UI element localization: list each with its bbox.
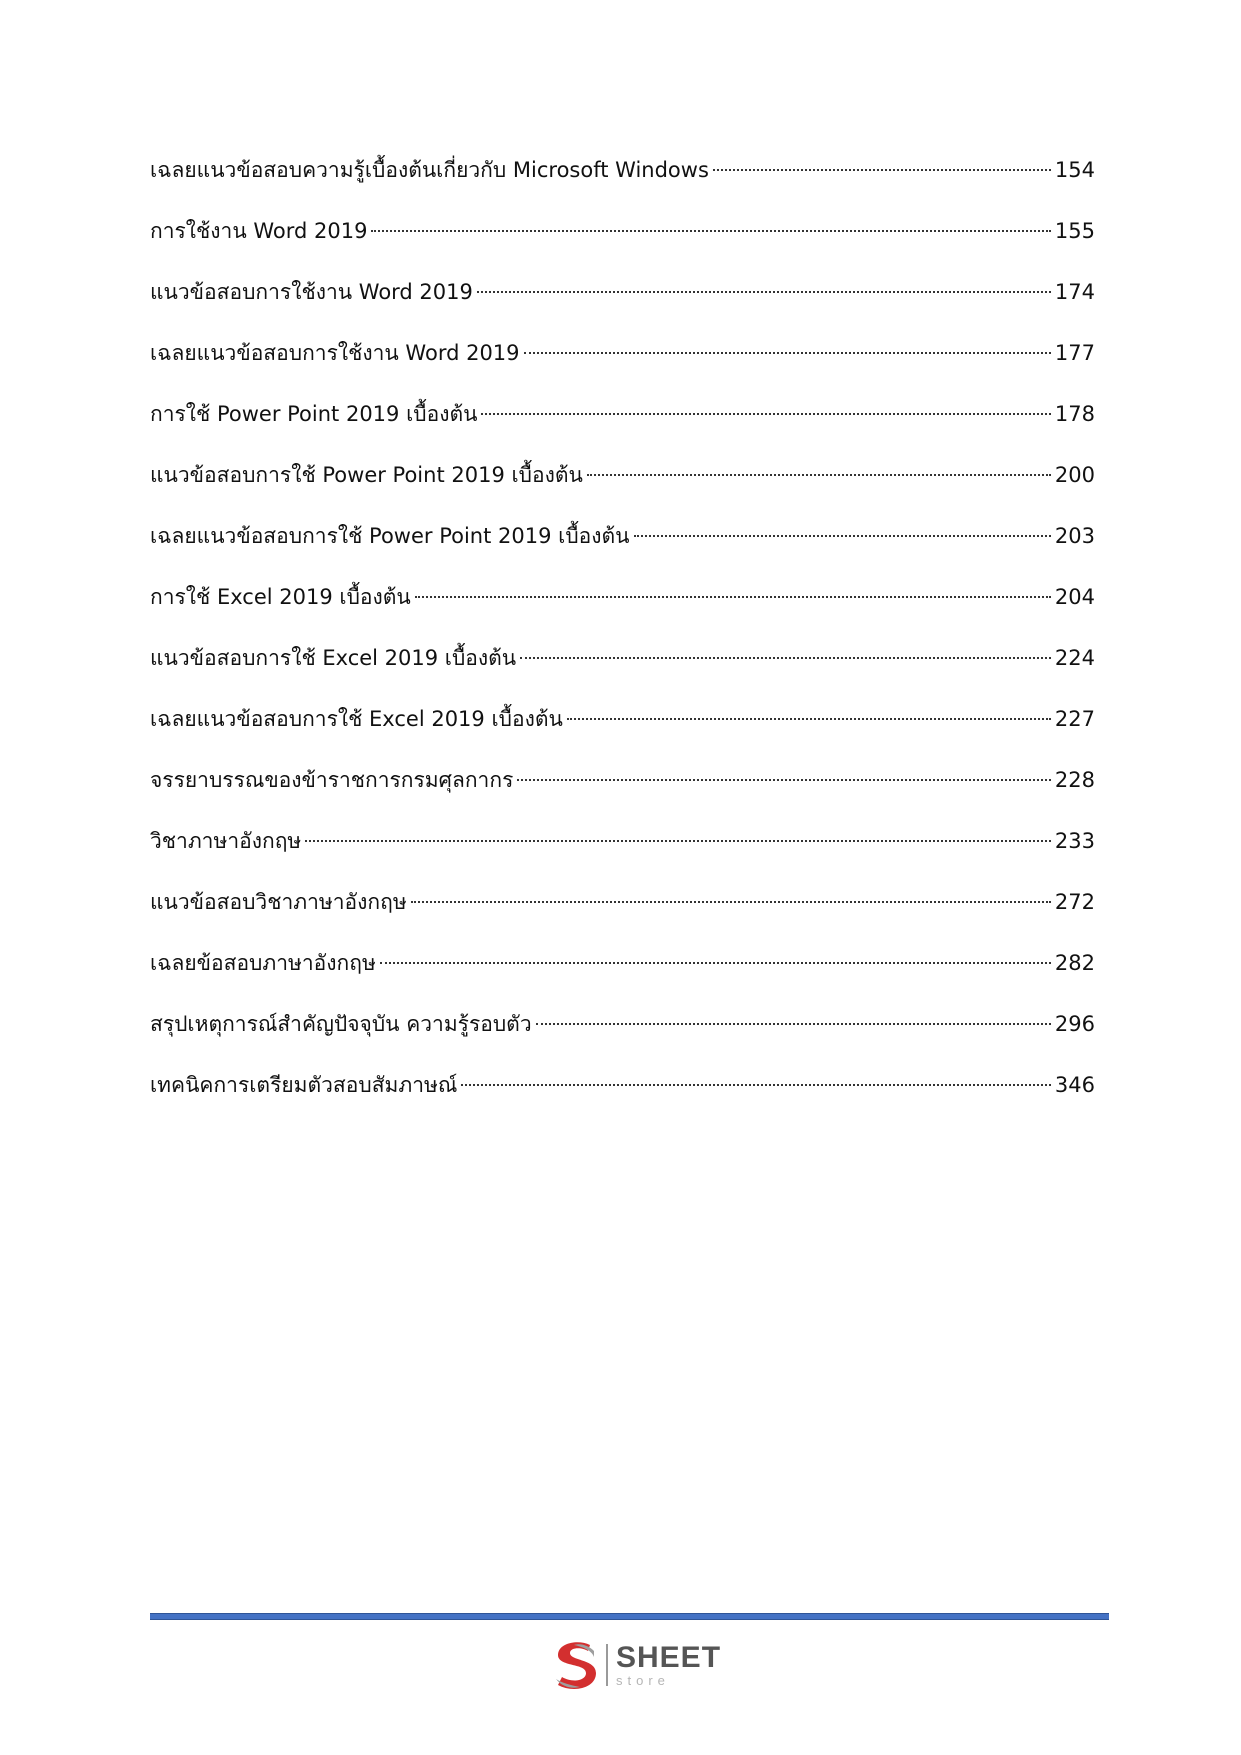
toc-dot-leader: [415, 596, 1051, 598]
toc-entry-title: เฉลยแนวข้อสอบการใช้ Power Point 2019 เบื้องต้น: [150, 524, 630, 548]
toc-entry[interactable]: [150, 211, 1095, 272]
toc-entry-title: แนวข้อสอบการใช้ Excel 2019 เบื้องต้น: [150, 646, 517, 670]
toc-dot-leader: [524, 352, 1051, 354]
toc-entry-title: แนวข้อสอบวิชาภาษาอังกฤษ: [150, 890, 407, 914]
toc-entry[interactable]: [150, 638, 1095, 699]
toc-entry[interactable]: [150, 333, 1095, 394]
toc-entry[interactable]: [150, 821, 1095, 882]
toc-entry-page: 228: [1054, 768, 1095, 792]
toc-entry[interactable]: [150, 760, 1095, 821]
toc-dot-leader: [305, 840, 1051, 842]
toc-entry-page: 154: [1054, 158, 1095, 182]
toc-entry-title: จรรยาบรรณของข้าราชการกรมศุลกากร: [150, 768, 514, 792]
toc-entry[interactable]: [150, 455, 1095, 516]
logo-text: [616, 1643, 721, 1687]
toc-dot-leader: [411, 901, 1051, 903]
toc-entry[interactable]: [150, 1004, 1095, 1065]
sheet-store-logo: [550, 1637, 721, 1693]
toc-dot-leader: [380, 962, 1051, 964]
toc-entry-title: สรุปเหตุการณ์สำคัญปัจจุบัน ความรู้รอบตัว: [150, 1012, 532, 1036]
toc-entry-page: 204: [1054, 585, 1095, 609]
toc-entry-title: การใช้ Excel 2019 เบื้องต้น: [150, 585, 411, 609]
toc-dot-leader: [477, 291, 1051, 293]
toc-entry-title: แนวข้อสอบการใช้ Power Point 2019 เบื้องต้น: [150, 463, 583, 487]
toc-entry-title: เฉลยแนวข้อสอบความรู้เบื้องต้นเกี่ยวกับ Microsoft Windows: [150, 158, 709, 182]
toc-entry-page: 227: [1054, 707, 1095, 731]
footer-rule: [150, 1613, 1109, 1620]
toc-entry-title: วิชาภาษาอังกฤษ: [150, 829, 302, 853]
toc-entry-page: 200: [1054, 463, 1095, 487]
toc-entry-title: เทคนิคการเตรียมตัวสอบสัมภาษณ์: [150, 1073, 458, 1097]
toc-entry-title: เฉลยข้อสอบภาษาอังกฤษ: [150, 951, 376, 975]
toc-entry[interactable]: [150, 394, 1095, 455]
toc-entry[interactable]: [150, 943, 1095, 1004]
toc-dot-leader: [634, 535, 1051, 537]
toc-dot-leader: [461, 1084, 1051, 1086]
toc-dot-leader: [481, 413, 1050, 415]
toc-entry[interactable]: [150, 577, 1095, 638]
logo-divider: [606, 1644, 608, 1686]
toc-entry-title: เฉลยแนวข้อสอบการใช้ Excel 2019 เบื้องต้น: [150, 707, 563, 731]
toc-entry[interactable]: [150, 150, 1095, 211]
toc-entry-page: 346: [1054, 1073, 1095, 1097]
toc-entry-page: 178: [1054, 402, 1095, 426]
logo-wordmark: SHEET: [616, 1641, 722, 1674]
toc-entry-page: 296: [1054, 1012, 1095, 1036]
sheet-store-logo-mark-icon: [550, 1637, 602, 1693]
toc-dot-leader: [371, 230, 1050, 232]
toc-entry-page: 177: [1054, 341, 1095, 365]
toc-entry-title: แนวข้อสอบการใช้งาน Word 2019: [150, 280, 473, 304]
toc-dot-leader: [567, 718, 1051, 720]
table-of-contents: [150, 150, 1095, 1126]
toc-entry-page: 233: [1054, 829, 1095, 853]
toc-entry[interactable]: [150, 882, 1095, 943]
toc-entry-title: การใช้งาน Word 2019: [150, 219, 368, 243]
toc-entry-page: 155: [1054, 219, 1095, 243]
toc-entry-title: เฉลยแนวข้อสอบการใช้งาน Word 2019: [150, 341, 520, 365]
toc-entry-page: 282: [1054, 951, 1095, 975]
logo-subtext: store: [616, 1673, 670, 1688]
toc-dot-leader: [520, 657, 1051, 659]
toc-dot-leader: [587, 474, 1051, 476]
toc-dot-leader: [536, 1023, 1051, 1025]
toc-entry-page: 272: [1054, 890, 1095, 914]
toc-entry-page: 224: [1054, 646, 1095, 670]
toc-dot-leader: [713, 169, 1051, 171]
toc-entry-title: การใช้ Power Point 2019 เบื้องต้น: [150, 402, 478, 426]
toc-entry-page: 203: [1054, 524, 1095, 548]
toc-entry[interactable]: [150, 699, 1095, 760]
toc-entry[interactable]: [150, 516, 1095, 577]
toc-entry-page: 174: [1054, 280, 1095, 304]
toc-entry[interactable]: [150, 272, 1095, 333]
toc-entry[interactable]: [150, 1065, 1095, 1126]
toc-dot-leader: [517, 779, 1051, 781]
